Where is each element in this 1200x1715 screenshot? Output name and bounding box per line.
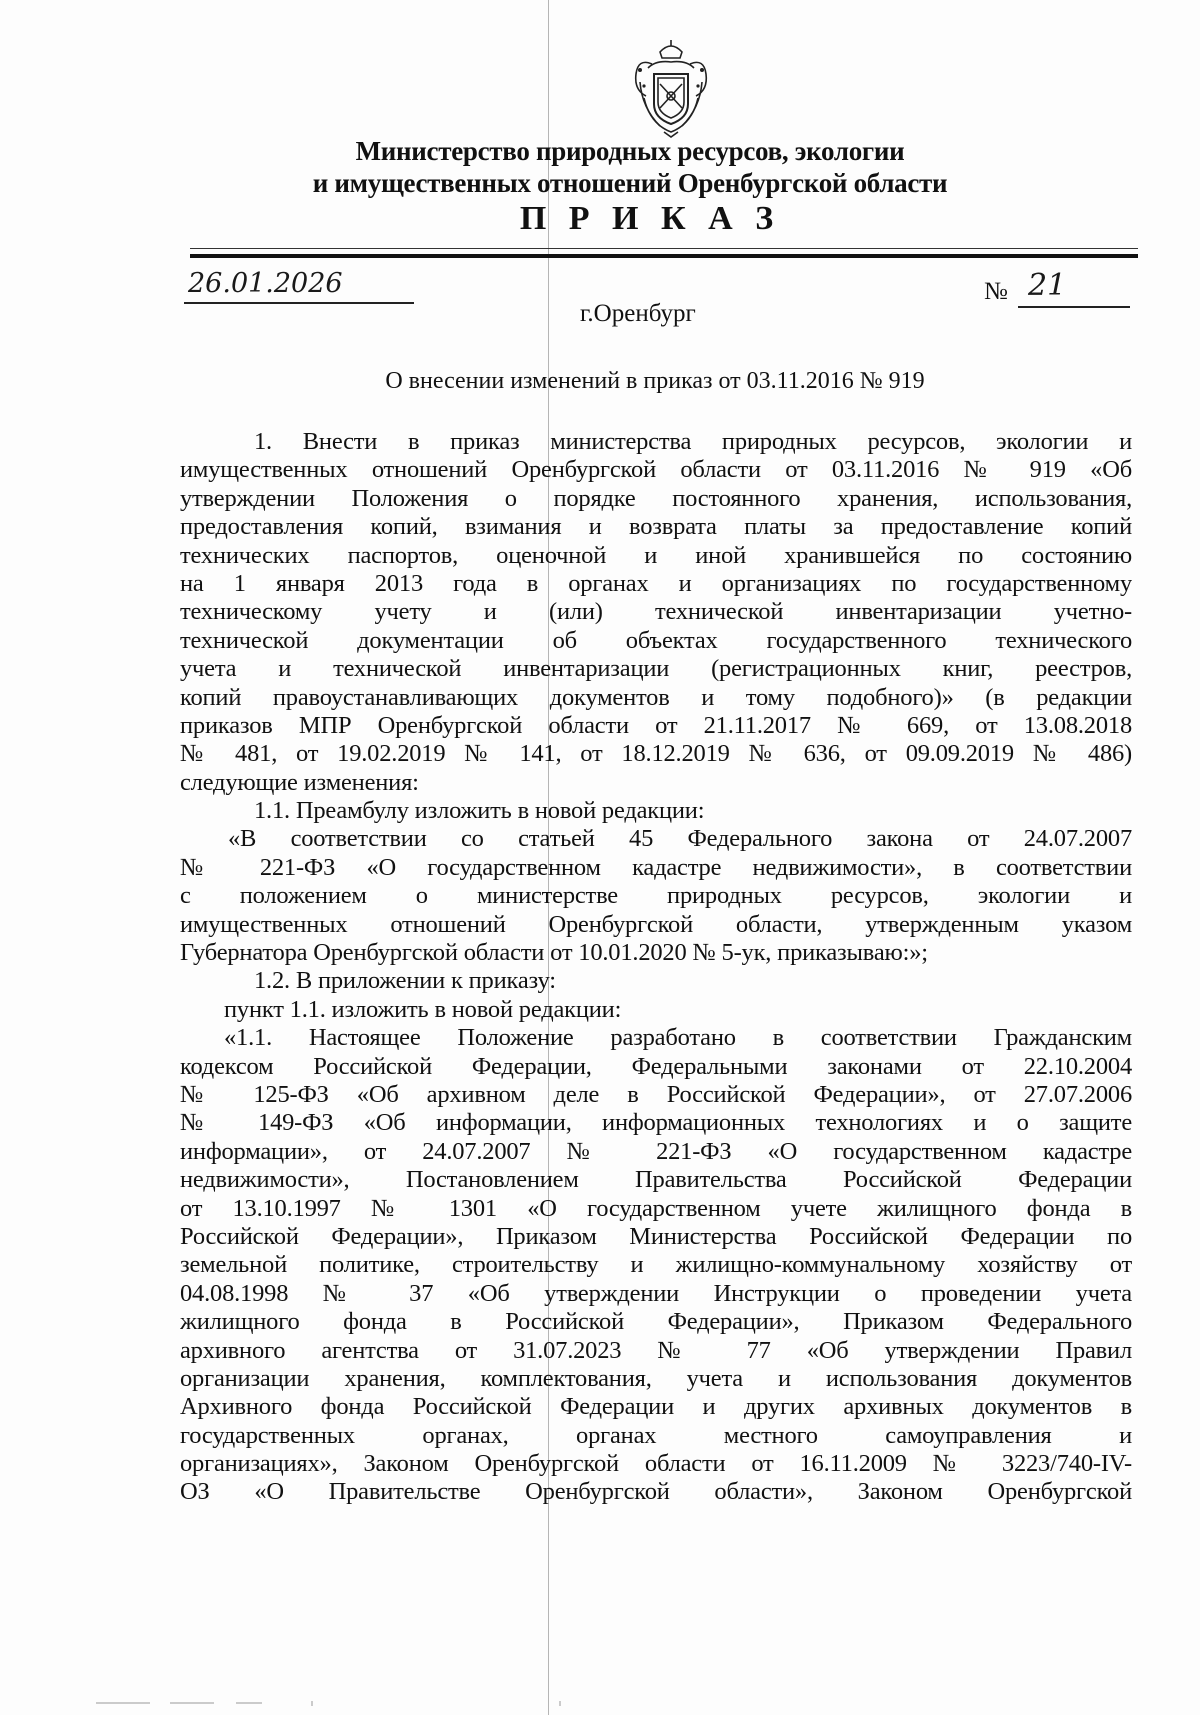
scan-bottom-artifacts: [0, 1700, 1200, 1706]
body-line: № 125-ФЗ «Об архивном деле в Российской Федерации», от 27.07.2006: [180, 1080, 1132, 1108]
body-line: 1. Внести в приказ министерства природных ресурсов, экологии и: [254, 428, 1132, 455]
order-number-handwritten: 21: [1028, 268, 1067, 303]
header-divider-thick: [190, 254, 1138, 258]
body-line: № 149-ФЗ «Об информации, информационных технологиях и о защите: [180, 1109, 1132, 1137]
header-divider-thin: [190, 248, 1138, 249]
ministry-name-line-1: Министерство природных ресурсов, экологии: [355, 136, 905, 166]
body-line: от 13.10.1997 № 1301 «О государственном учете жилищного фонда в: [180, 1194, 1132, 1222]
body-line: жилищного фонда в Российской Федерации», Приказом Федерального: [180, 1308, 1132, 1336]
body-line: пункт 1.1. изложить в новой редакции:: [224, 995, 622, 1023]
body-line: «В соответствии со статьей 45 Федерального закона от 24.07.2007: [228, 825, 1132, 853]
order-number-label: №: [984, 278, 1008, 305]
body-line: 1.1. Преамбулу изложить в новой редакции:: [254, 797, 705, 825]
body-line: утверждении Положения о порядке постоянного хранения, использования,: [180, 484, 1132, 512]
body-line: государственных органах, органах местного самоуправления и: [180, 1421, 1132, 1449]
body-line: 1.2. В приложении к приказу:: [254, 967, 556, 995]
body-line: кодексом Российской Федерации, Федеральными законами от 22.10.2004: [180, 1052, 1132, 1080]
body-line: архивного агентства от 31.07.2023 № 77 «Об утверждении Правил: [180, 1336, 1132, 1364]
coat-of-arms-icon: [630, 38, 712, 138]
body-line: организациях», Законом Оренбургской области от 16.11.2009 № 3223/740-IV-: [180, 1450, 1132, 1478]
order-number-field: [1018, 268, 1130, 308]
body-line: технических паспортов, оценочной и иной хранившейся по состоянию: [180, 541, 1132, 569]
city-label: г.Оренбург: [580, 300, 696, 327]
body-line: копий правоустанавливающих документов и тому подобного)» (в редакции: [180, 683, 1132, 711]
body-line: имущественных отношений Оренбургской области от 03.11.2016 № 919 «Об: [180, 456, 1132, 484]
body-line: на 1 января 2013 года в органах и организациях по государственному: [180, 569, 1132, 597]
body-line: организации хранения, комплектования, учета и использования документов: [180, 1364, 1132, 1392]
order-subject: О внесении изменений в приказ от 03.11.2016 № 919: [385, 368, 925, 394]
body-line: учета и технической инвентаризации (регистрационных книг, реестров,: [180, 655, 1132, 683]
body-line: Российской Федерации», Приказом Министерства Российской Федерации по: [180, 1222, 1132, 1250]
body-line: земельной политике, строительству и жилищно-коммунальному хозяйству от: [180, 1251, 1132, 1279]
body-line: предоставления копий, взимания и возврата платы за предоставление копий: [180, 513, 1132, 541]
order-body: [180, 428, 1132, 1507]
body-line: следующие изменения:: [180, 768, 419, 796]
body-line: недвижимости», Постановлением Правительства Российской Федерации: [180, 1166, 1132, 1194]
body-line: Архивного фонда Российской Федерации и других архивных документов в: [180, 1393, 1132, 1421]
ministry-name-line-2: и имущественных отношений Оренбургской области: [312, 168, 948, 198]
body-line: № 481, от 19.02.2019 № 141, от 18.12.2019 № 636, от 09.09.2019 № 486): [180, 740, 1132, 768]
body-line: приказов МПР Оренбургской области от 21.11.2017 № 669, от 13.08.2018: [180, 711, 1132, 739]
body-line: техническому учету и (или) технической инвентаризации учетно-: [180, 598, 1132, 626]
body-line: технической документации об объектах государственного технического: [180, 626, 1132, 654]
body-line: с положением о министерстве природных ресурсов, экологии и: [180, 882, 1132, 910]
document-type-title: П Р И К А З: [519, 200, 781, 237]
body-line: Губернатора Оренбургской области от 10.01.2020 № 5-ук, приказываю:»;: [180, 939, 928, 967]
body-line: «1.1. Настоящее Положение разработано в соответствии Гражданским: [224, 1024, 1132, 1052]
body-line: 04.08.1998 № 37 «Об утверждении Инструкции о проведении учета: [180, 1279, 1132, 1307]
body-line: информации», от 24.07.2007 № 221-ФЗ «О государственном кадастре: [180, 1137, 1132, 1165]
body-line: имущественных отношений Оренбургской области, утвержденным указом: [180, 910, 1132, 938]
body-line: № 221-ФЗ «О государственном кадастре недвижимости», в соответствии: [180, 853, 1132, 881]
order-date-field: [184, 268, 414, 304]
order-date-handwritten: 26.01.2026: [188, 268, 343, 299]
body-line: ОЗ «О Правительстве Оренбургской области», Законом Оренбургской: [180, 1478, 1132, 1506]
